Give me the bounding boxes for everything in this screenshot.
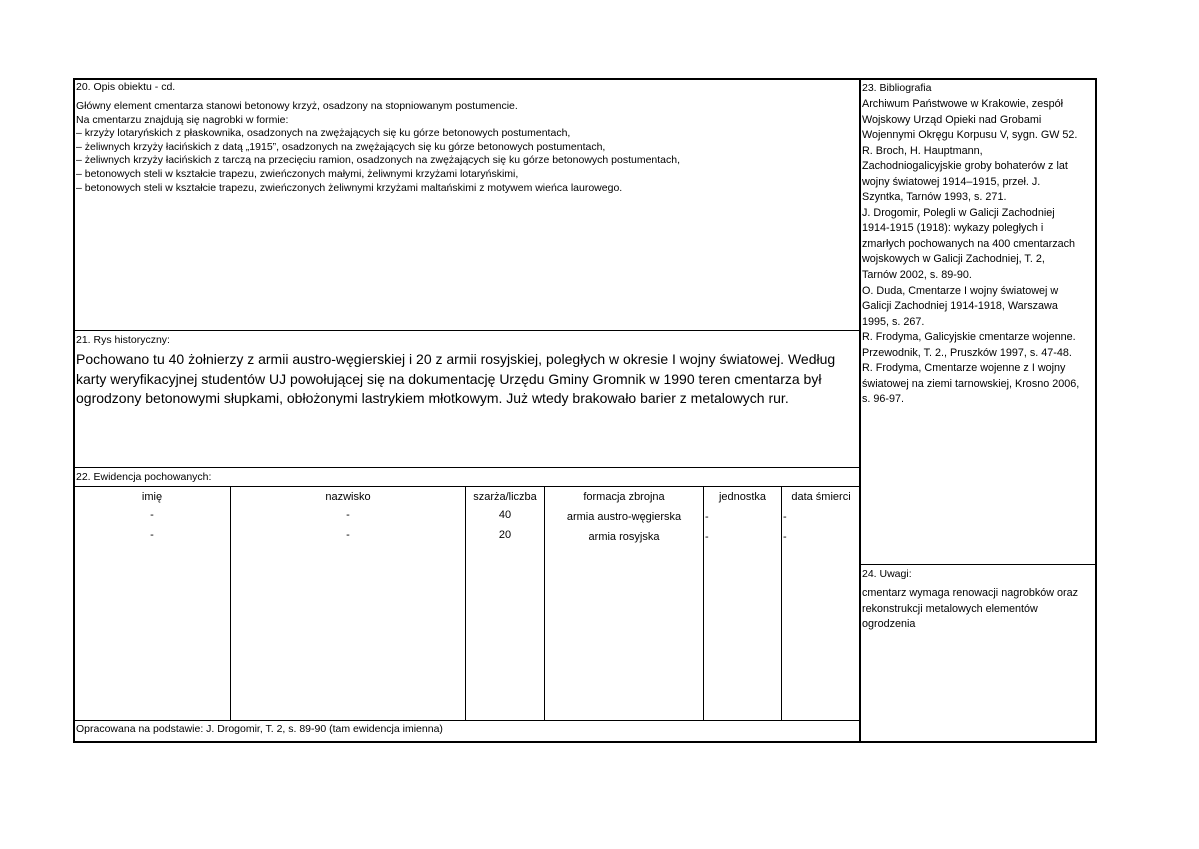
bibliography-line: Zachodniogalicyjskie groby bohaterów z lat <box>862 160 1068 173</box>
divider-table-footer <box>74 720 860 721</box>
divider-20-21 <box>74 330 860 331</box>
section-24-heading: 24. Uwagi: <box>862 568 912 580</box>
bibliography-line: Wojennymi Okręgu Korpusu V, sygn. GW 52. <box>862 129 1078 142</box>
section-20-body <box>76 100 680 195</box>
divider-21-22 <box>74 467 860 468</box>
cell-nazwisko: - <box>346 529 350 541</box>
cell-nazwisko: - <box>346 509 350 521</box>
table-header-top <box>74 486 860 487</box>
bibliography-line: R. Frodyma, Cmentarze wojenne z I wojny <box>862 362 1066 375</box>
cell-jednostka: - <box>705 531 709 543</box>
col-header-formacja: formacja zbrojna <box>583 491 665 503</box>
col-header-nazwisko: nazwisko <box>325 491 371 503</box>
cell-formacja: armia austro-węgierska <box>566 511 682 523</box>
divider-23-24 <box>860 564 1096 565</box>
section-20-line: Główny element cmentarza stanowi betonowy krzyż, osadzony na stopniowanym postumencie. <box>76 100 518 112</box>
bibliography-line: R. Frodyma, Galicyjskie cmentarze wojenne. <box>862 331 1076 344</box>
bibliography-line: Tarnów 2002, s. 89-90. <box>862 269 972 282</box>
bibliography-line: Galicji Zachodniej 1914-1918, Warszawa <box>862 300 1058 313</box>
bibliography-line: zmarłych pochowanych na 400 cmentarzach <box>862 237 1076 250</box>
bibliography-line: 1995, s. 267. <box>862 315 925 328</box>
bibliography-line: Przewodnik, T. 2., Pruszków 1997, s. 47-48. <box>862 346 1072 359</box>
bibliography-line: Archiwum Państwowe w Krakowie, zespół <box>862 98 1064 110</box>
bibliography-line: J. Drogomir, Polegli w Galicji Zachodniej <box>862 206 1055 219</box>
col-line <box>781 486 782 720</box>
col-header-szarza: szarża/liczba <box>473 491 537 503</box>
section-20-line: – betonowych steli w kształcie trapezu, zwieńczonych małymi, żeliwnymi krzyżami lotaryńskimi, <box>76 167 519 180</box>
section-20-line: Na cmentarzu znajdują się nagrobki w formie: <box>76 113 289 126</box>
cell-data-smierci: - <box>783 531 787 543</box>
col-header-jednostka: jednostka <box>718 491 767 503</box>
section-20-heading: 20. Opis obiektu - cd. <box>76 81 176 93</box>
bibliography-line: wojny światowej 1914–1915, przeł. J. <box>862 175 1041 188</box>
section-21-heading: 21. Rys historyczny: <box>76 334 170 346</box>
bibliography-line: Wojskowy Urząd Opieki nad Grobami <box>862 113 1042 126</box>
bibliography-line: Szyntka, Tarnów 1993, s. 271. <box>862 191 1007 204</box>
bibliography-list <box>862 97 1079 408</box>
cell-imie: - <box>150 529 154 541</box>
section-22-heading: 22. Ewidencja pochowanych: <box>76 471 212 483</box>
cell-liczba: 40 <box>498 509 512 521</box>
cell-imie: - <box>150 509 154 521</box>
bibliography-line: s. 96-97. <box>862 393 905 406</box>
bibliography-line: wojskowych w Galicji Zachodniej, T. 2, <box>862 253 1045 266</box>
bibliography-line: światowej na ziemi tarnowskiej, Krosno 2006, <box>862 377 1080 390</box>
section-21-text: Pochowano tu 40 żołnierzy z armii austro-węgierskiej i 20 z armii rosyjskiej, poległych w okresie I wojny światowej. Według karty weryfikacyjnej studentów UJ powołującej się na dokumentację Urzędu Gminy Gromnik w 1990 teren cmentarza był ogrodzony betonowymi słupkami, obłożonymi lastrykiem młotkowym. Już wtedy brakowało barier z metalowych rur. <box>76 351 836 406</box>
cell-jednostka: - <box>705 511 709 523</box>
section-20-line: – żeliwnych krzyży łacińskich z tarczą na przecięciu ramion, osadzonych na zwężających się ku górze betonowych postumentach, <box>76 154 681 167</box>
cell-liczba: 20 <box>498 529 512 541</box>
section-23-heading: 23. Bibliografia <box>862 82 932 94</box>
cell-data-smierci: - <box>783 511 787 523</box>
bibliography-line: 1914-1915 (1918): wykazy poległych i <box>862 222 1044 235</box>
table-source-note: Opracowana na podstawie: J. Drogomir, T. 2, s. 89-90 (tam ewidencja imienna) <box>76 723 443 735</box>
section-20-line: – krzyży lotaryńskich z płaskownika, osadzonych na zwężających się ku górze betonowych postumentach, <box>76 127 571 140</box>
bibliography-line: O. Duda, Cmentarze I wojny światowej w <box>862 284 1059 297</box>
remarks-line: rekonstrukcji metalowych elementów <box>862 602 1038 615</box>
remarks-line: cmentarz wymaga renowacji nagrobków oraz <box>862 587 1079 599</box>
col-header-data-smierci: data śmierci <box>791 491 851 503</box>
bibliography-line: R. Broch, H. Hauptmann, <box>862 144 983 157</box>
section-20-line: – żeliwnych krzyży łacińskich z datą „1915”, osadzonych na zwężających się ku górze betonowych postumentach, <box>76 140 606 153</box>
remarks-text <box>862 586 1078 633</box>
col-line <box>703 486 704 720</box>
section-20-line: – betonowych steli w kształcie trapezu, zwieńczonych żeliwnymi krzyżami maltańskimi z motywem wieńca laurowego. <box>76 181 623 194</box>
cell-formacja: armia rosyjska <box>588 531 660 543</box>
remarks-line: ogrodzenia <box>862 618 916 630</box>
col-header-imie: imię <box>141 491 163 503</box>
